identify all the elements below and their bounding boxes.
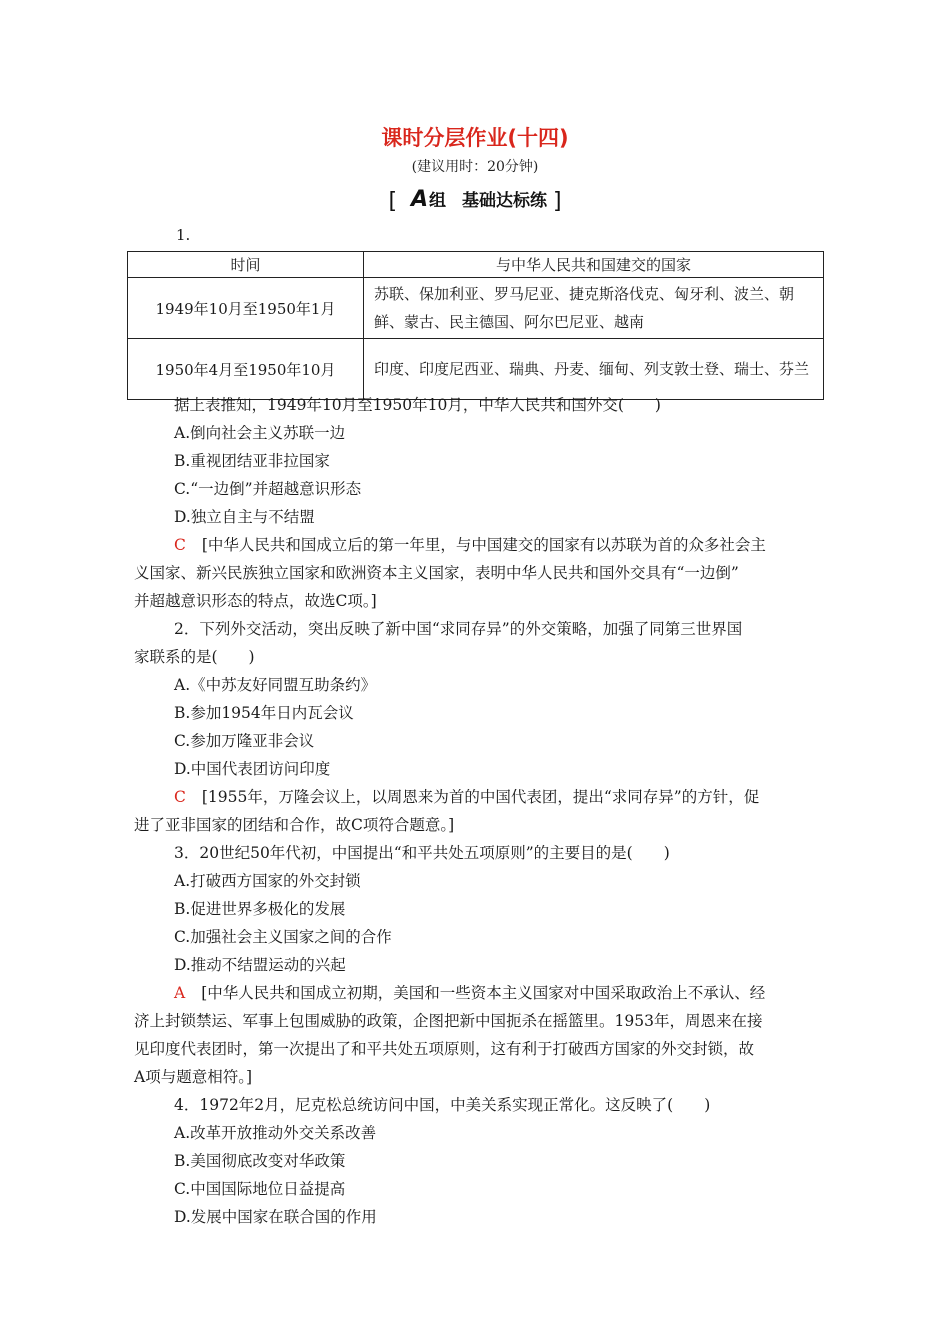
question-4-option-a: A.改革开放推动外交关系改善 bbox=[174, 1124, 377, 1142]
question-1-explanation-line: 并超越意识形态的特点，故选C项。] bbox=[134, 592, 377, 610]
question-2-option-c: C.参加万隆亚非会议 bbox=[174, 732, 315, 750]
question-1-option-a: A.倒向社会主义苏联一边 bbox=[174, 424, 346, 442]
question-1-explanation-line: 义国家、新兴民族独立国家和欧洲资本主义国家，表明中华人民共和国外交具有“一边倒” bbox=[134, 564, 739, 582]
question-3-option-c: C.加强社会主义国家之间的合作 bbox=[174, 928, 392, 946]
question-3-option-d: D.推动不结盟运动的兴起 bbox=[174, 956, 346, 974]
table-cell-time: 1950年4月至1950年10月 bbox=[128, 339, 364, 400]
group-name: 基础达标练 bbox=[462, 191, 548, 211]
question-1-option-d: D.独立自主与不结盟 bbox=[174, 508, 315, 526]
table-cell-time: 1949年10月至1950年1月 bbox=[128, 278, 364, 339]
question-3-explanation-line: 见印度代表团时，第一次提出了和平共处五项原则，这有利于打破西方国家的外交封锁，故 bbox=[134, 1040, 755, 1058]
group-close-bracket: ] bbox=[552, 189, 562, 214]
table-header-row bbox=[128, 252, 824, 278]
question-2-explanation-line: 进了亚非国家的团结和合作，故C项符合题意。] bbox=[134, 816, 455, 834]
question-3-option-a: A.打破西方国家的外交封锁 bbox=[174, 872, 361, 890]
suggested-time: (建议用时：20分钟) bbox=[411, 159, 539, 175]
question-3-stem: 3．20世纪50年代初，中国提出“和平共处五项原则”的主要目的是( ) bbox=[174, 844, 670, 862]
question-3-option-b: B.促进世界多极化的发展 bbox=[174, 900, 346, 918]
question-2-stem: 2．下列外交活动，突出反映了新中国“求同存异”的外交策略，加强了同第三世界国 bbox=[174, 620, 743, 638]
question-2-answer: C bbox=[174, 788, 186, 806]
question-3-explanation-line: 济上封锁禁运、军事上包围威胁的政策，企图把新中国扼杀在摇篮里。1953年，周恩来在接 bbox=[134, 1012, 763, 1030]
group-heading bbox=[0, 186, 950, 214]
diplomacy-table bbox=[127, 251, 824, 400]
group-letter: A bbox=[410, 187, 428, 212]
question-4-option-d: D.发展中国家在联合国的作用 bbox=[174, 1208, 377, 1226]
question-4-option-c: C.中国国际地位日益提高 bbox=[174, 1180, 346, 1198]
question-3-explanation-line: A项与题意相符。] bbox=[134, 1068, 252, 1086]
question-2-option-a: A.《中苏友好同盟互助条约》 bbox=[174, 676, 377, 694]
group-label: 组 bbox=[429, 191, 447, 211]
question-4-stem: 4．1972年2月，尼克松总统访问中国，中美关系实现正常化。这反映了( ) bbox=[174, 1096, 711, 1114]
question-3-explanation-line: A [中华人民共和国成立初期，美国和一些资本主义国家对中国采取政治上不承认、经 bbox=[174, 984, 766, 1002]
table-row bbox=[128, 278, 824, 339]
table-row bbox=[128, 339, 824, 400]
group-open-bracket: [ bbox=[388, 189, 398, 214]
question-4-option-b: B.美国彻底改变对华政策 bbox=[174, 1152, 346, 1170]
question-1-stem: 据上表推知，1949年10月至1950年10月，中华人民共和国外交( ) bbox=[174, 396, 661, 414]
table-header-countries: 与中华人民共和国建交的国家 bbox=[364, 252, 824, 278]
table-cell-countries: 印度、印度尼西亚、瑞典、丹麦、缅甸、列支敦士登、瑞士、芬兰 bbox=[364, 339, 824, 400]
table-cell-countries: 苏联、保加利亚、罗马尼亚、捷克斯洛伐克、匈牙利、波兰、朝鲜、蒙古、民主德国、阿尔巴尼亚、越南 bbox=[364, 278, 824, 339]
question-3-answer: A bbox=[174, 984, 186, 1002]
question-1-option-b: B.重视团结亚非拉国家 bbox=[174, 452, 330, 470]
table-header-time: 时间 bbox=[128, 252, 364, 278]
question-1-answer: C bbox=[174, 536, 186, 554]
page-title: 课时分层作业(十四) bbox=[381, 126, 569, 150]
question-2-stem: 家联系的是( ) bbox=[134, 648, 255, 666]
question-2-option-d: D.中国代表团访问印度 bbox=[174, 760, 331, 778]
question-2-option-b: B.参加1954年日内瓦会议 bbox=[174, 704, 354, 722]
question-1-explanation-line: C [中华人民共和国成立后的第一年里，与中国建交的国家有以苏联为首的众多社会主 bbox=[174, 536, 766, 554]
question-1-option-c: C.“一边倒”并超越意识形态 bbox=[174, 480, 362, 498]
question-1-number: 1. bbox=[176, 226, 191, 244]
question-2-explanation-line: C [1955年，万隆会议上，以周恩来为首的中国代表团，提出“求同存异”的方针，促 bbox=[174, 788, 760, 806]
